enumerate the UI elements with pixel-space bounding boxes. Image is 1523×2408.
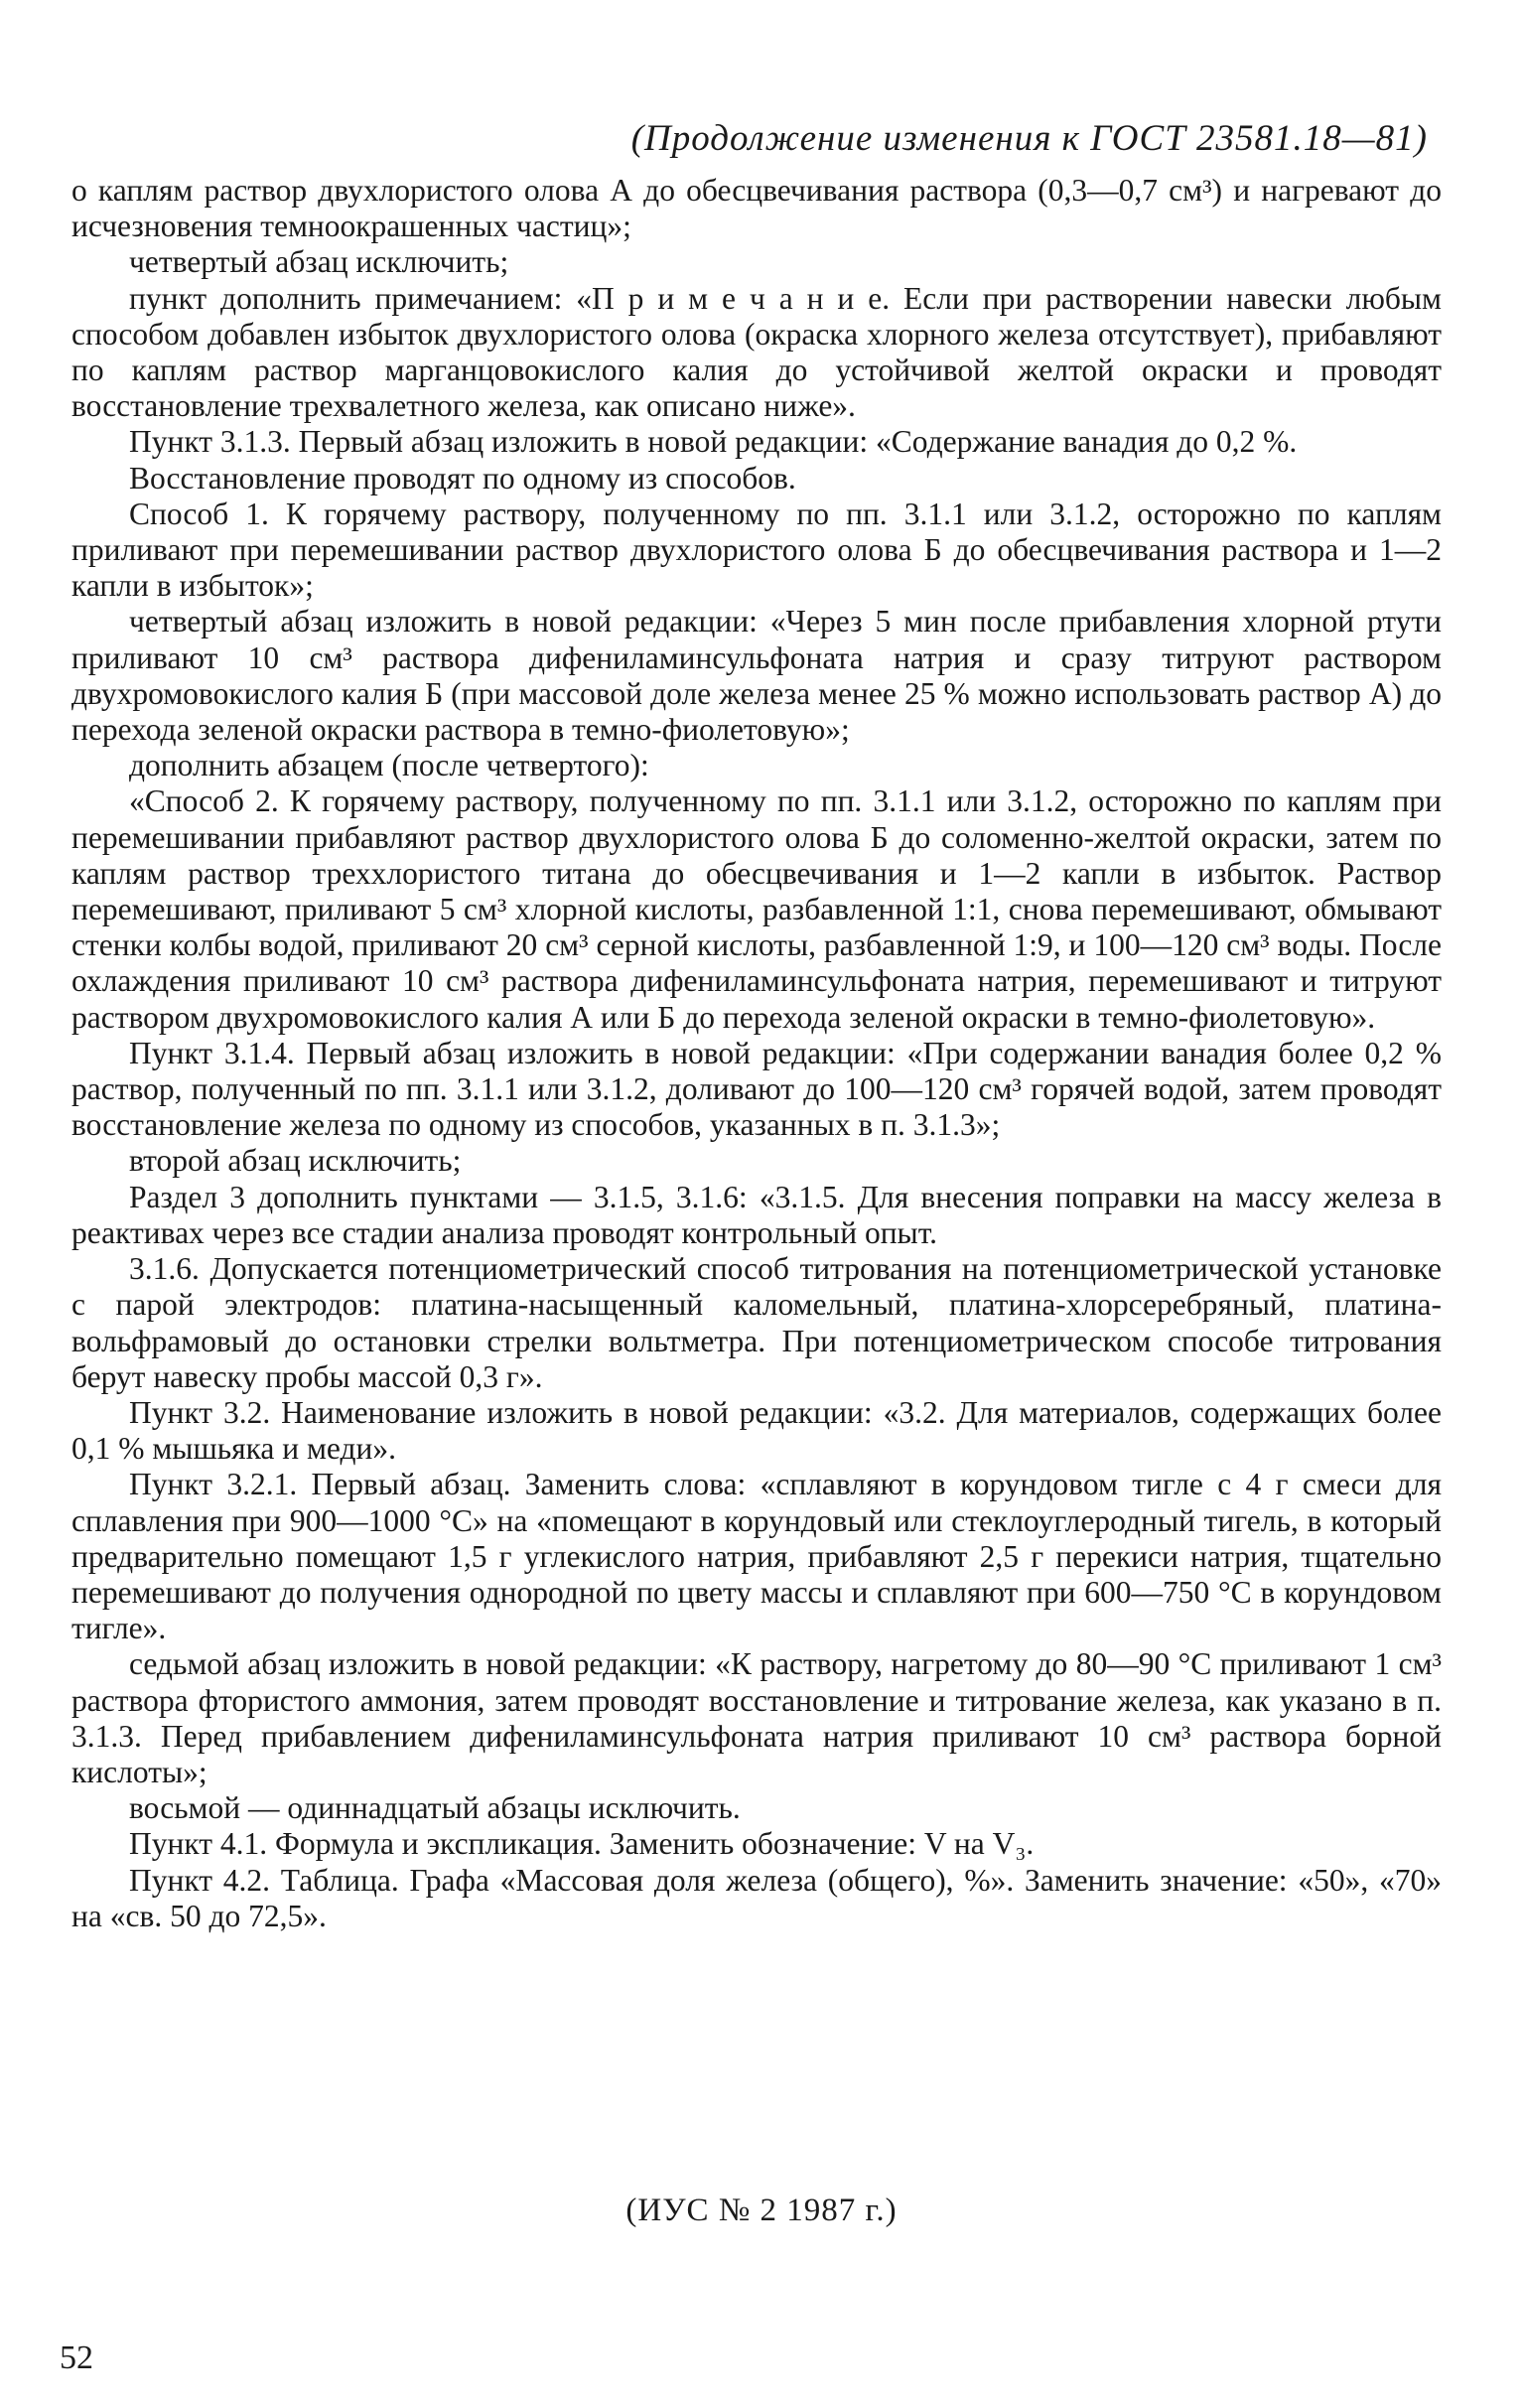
paragraph: седьмой абзац изложить в новой редакции: «К раствору, нагретому до 80—90 °С приливают 1 см³ раствора фтористого аммония, затем проводят восстановление и титрование железа, как указано в п. 3.1.3. Перед прибавлением дифениламинсульфоната натрия приливают 10 см³ раствора борной кислоты»; <box>71 1646 1442 1789</box>
paragraph: о каплям раствор двухлористого олова А до обесцвечивания раствора (0,3—0,7 см³) и нагревают до исчезновения темноокрашенных частиц»; <box>71 173 1442 244</box>
paragraph: Пункт 4.2. Таблица. Графа «Массовая доля железа (общего), %». Заменить значение: «50», «70» на «св. 50 до 72,5». <box>71 1862 1442 1933</box>
paragraph: Пункт 3.2. Наименование изложить в новой редакции: «3.2. Для материалов, содержащих более 0,1 % мышьяка и меди». <box>71 1394 1442 1467</box>
paragraph: четвертый абзац изложить в новой редакции: «Через 5 мин после прибавления хлорной ртути приливают 10 см³ раствора дифениламинсульфоната натрия и сразу титруют раствором двухромовокислого калия Б (при массовой доле железа менее 25 % можно использовать раствор А) до перехода зеленой окраски раствора в темно-фиолетовую»; <box>71 604 1442 748</box>
paragraph: Пункт 3.2.1. Первый абзац. Заменить слова: «сплавляют в корундовом тигле с 4 г смеси для сплавления при 900—1000 °С» на «помещают в корундовый или стеклоуглеродный тигель, в который предварительно помещают 1,5 г углекислого натрия, прибавляют 2,5 г перекиси натрия, тщательно перемешивают до получения однородной по цвету массы и сплавляют при 600—750 °С в корундовом тигле». <box>71 1467 1442 1646</box>
paragraph: второй абзац исключить; <box>129 1143 462 1179</box>
paragraph: Раздел 3 дополнить пунктами — 3.1.5, 3.1.6: «3.1.5. Для внесения поправки на массу железа в реактивах через все стадии анализа проводят контрольный опыт. <box>71 1179 1442 1250</box>
paragraph: Пункт 3.1.3. Первый абзац изложить в новой редакции: «Содержание ванадия до 0,2 %. <box>129 424 1298 460</box>
paragraph: дополнить абзацем (после четвертого): <box>129 748 649 783</box>
page-number: 52 <box>60 2339 93 2376</box>
paragraph: Пункт 4.1. Формула и экспликация. Заменить обозначение: V на V₃. <box>129 1826 1035 1862</box>
running-header: (Продолжение изменения к ГОСТ 23581.18—81) <box>630 118 1428 159</box>
paragraph: Пункт 3.1.4. Первый абзац изложить в новой редакции: «При содержании ванадия более 0,2 % раствор, полученный по пп. 3.1.1 или 3.1.2, доливают до 100—120 см³ горячей водой, затем проводят восстановление железа по одному из способов, указанных в п. 3.1.3»; <box>71 1035 1442 1143</box>
paragraph: Способ 1. К горячему раствору, полученному по пп. 3.1.1 или 3.1.2, осторожно по каплям приливают при перемешивании раствор двухлористого олова Б до обесцвечивания раствора и 1—2 капли в избыток»; <box>71 496 1442 604</box>
source-reference: (ИУС № 2 1987 г.) <box>625 2193 898 2228</box>
paragraph: Восстановление проводят по одному из способов. <box>129 460 796 496</box>
paragraph: 3.1.6. Допускается потенциометрический способ титрования на потенциометрической установке с парой электродов: платина-насыщенный каломельный, платина-хлорсеребряный, платина-вольфрамовый до остановки стрелки вольтметра. При потенциометрическом способе титрования берут навеску пробы массой 0,3 г». <box>71 1251 1442 1394</box>
body-text <box>71 173 1442 1934</box>
paragraph: пункт дополнить примечанием: «П р и м е ч а н и е. Если при растворении навески любым способом добавлен избыток двухлористого олова (окраска хлорного железа отсутствует), прибавляют по каплям раствор марганцовокислого калия до устойчивой желтой окраски и проводят восстановление трехвалетного железа, как описано ниже». <box>71 280 1442 424</box>
paragraph: восьмой — одиннадцатый абзацы исключить. <box>129 1790 741 1826</box>
paragraph: «Способ 2. К горячему раствору, полученному по пп. 3.1.1 или 3.1.2, осторожно по каплям при перемешивании прибавляют раствор двухлористого олова Б до соломенно-желтой окраски, затем по каплям раствор треххлористого титана до обесцвечивания и 1—2 капли в избыток. Раствор перемешивают, приливают 5 см³ хлорной кислоты, разбавленной 1:1, снова перемешивают, обмывают стенки колбы водой, приливают 20 см³ серной кислоты, разбавленной 1:9, и 100—120 см³ воды. После охлаждения приливают 10 см³ раствора дифениламинсульфоната натрия, перемешивают и титруют раствором двухромовокислого калия А или Б до перехода зеленой окраски в темно-фиолетовую». <box>71 783 1442 1035</box>
paragraph: четвертый абзац исключить; <box>129 244 509 280</box>
